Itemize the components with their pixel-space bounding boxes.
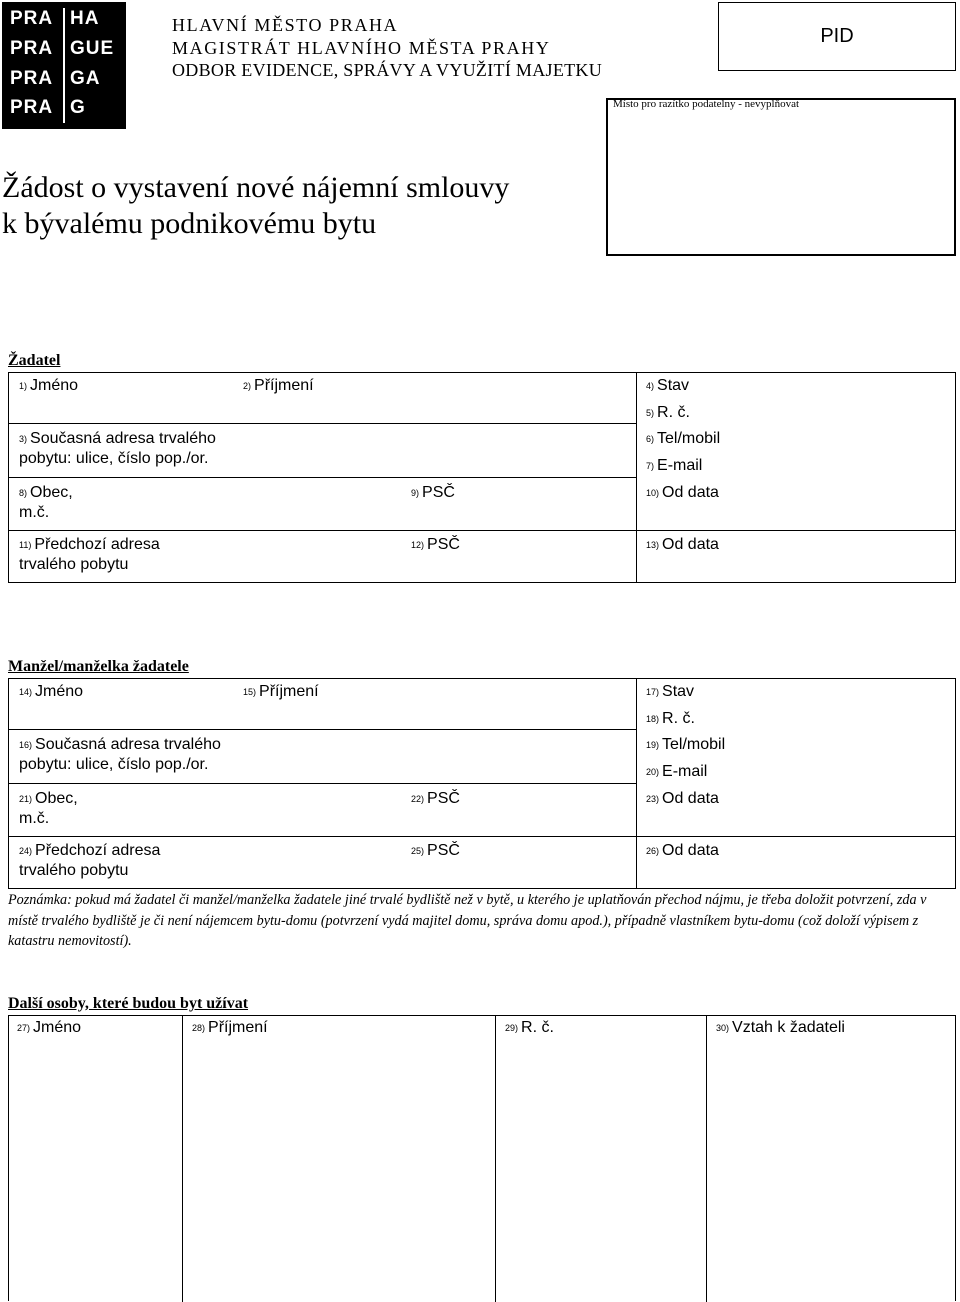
stamp-label: Místo pro razítko podatelny - nevyplňovat — [613, 98, 800, 110]
field-spouse-postcode[interactable]: 22) PSČ — [411, 790, 460, 807]
field-spouse-surname[interactable]: 15) Příjmení — [243, 683, 319, 700]
header-department: ODBOR EVIDENCE, SPRÁVY A VYUŽITÍ MAJETKU — [172, 60, 603, 80]
row-divider — [636, 530, 955, 531]
title-line-2: k bývalému podnikovému bytu — [2, 207, 377, 240]
row-divider — [9, 729, 636, 730]
field-previous-postcode[interactable]: 12) PSČ — [411, 536, 460, 553]
field-municipality-cont: m.č. — [19, 504, 50, 521]
column-divider — [636, 373, 637, 582]
logo-text: HA — [70, 8, 100, 29]
field-marital-status[interactable]: 4) Stav — [646, 377, 690, 394]
page-title — [2, 170, 509, 242]
field-surname[interactable]: 2) Příjmení — [243, 377, 314, 394]
field-spouse-marital-status[interactable]: 17) Stav — [646, 683, 695, 700]
row-divider — [9, 836, 636, 837]
logo-text: GA — [70, 68, 101, 89]
field-previous-address[interactable]: 11) Předchozí adresa — [19, 536, 160, 553]
spouse-section-title: Manžel/manželka žadatele — [8, 658, 189, 675]
column-divider — [182, 1016, 183, 1302]
field-first-name[interactable]: 1) Jméno — [19, 377, 79, 394]
field-current-address[interactable]: 3) Současná adresa trvalého — [19, 430, 216, 447]
field-current-address-cont: pobytu: ulice, číslo pop./or. — [19, 450, 209, 467]
logo-text: PRA — [10, 38, 54, 59]
field-spouse-previous-postcode[interactable]: 25) PSČ — [411, 842, 460, 859]
column-header-relationship: 30) Vztah k žadateli — [716, 1019, 845, 1036]
column-divider — [495, 1016, 496, 1302]
field-since-date[interactable]: 10) Od data — [646, 484, 719, 501]
field-spouse-previous-address[interactable]: 24) Předchozí adresa — [19, 842, 161, 859]
field-spouse-birth-number[interactable]: 18) R. č. — [646, 710, 695, 727]
field-spouse-municipality[interactable]: 21) Obec, — [19, 790, 78, 807]
field-previous-since-date[interactable]: 13) Od data — [646, 536, 719, 553]
field-spouse-previous-address-cont: trvalého pobytu — [19, 862, 129, 879]
row-divider — [9, 783, 636, 784]
logo-text: PRA — [10, 97, 54, 118]
logo-divider — [63, 8, 65, 123]
field-spouse-email[interactable]: 20) E-mail — [646, 763, 708, 780]
field-phone[interactable]: 6) Tel/mobil — [646, 430, 721, 447]
field-spouse-since-date[interactable]: 23) Od data — [646, 790, 719, 807]
prague-logo — [2, 2, 126, 129]
logo-text: PRA — [10, 8, 54, 29]
field-postcode[interactable]: 9) PSČ — [411, 484, 455, 501]
others-table — [8, 1015, 956, 1301]
row-divider — [9, 530, 636, 531]
field-birth-number[interactable]: 5) R. č. — [646, 404, 690, 421]
row-divider — [9, 477, 636, 478]
field-municipality[interactable]: 8) Obec, — [19, 484, 73, 501]
stamp-area — [606, 98, 956, 256]
header-office: MAGISTRÁT HLAVNÍHO MĚSTA PRAHY — [172, 38, 551, 58]
title-line-1: Žádost o vystavení nové nájemní smlouvy — [2, 171, 510, 204]
row-divider — [636, 836, 955, 837]
field-spouse-municipality-cont: m.č. — [19, 810, 50, 827]
applicant-form — [8, 372, 956, 583]
field-spouse-current-address[interactable]: 16) Současná adresa trvalého — [19, 736, 221, 753]
pid-box: PID — [718, 2, 956, 71]
column-divider — [706, 1016, 707, 1302]
field-spouse-first-name[interactable]: 14) Jméno — [19, 683, 84, 700]
logo-text: PRA — [10, 68, 54, 89]
column-divider — [636, 679, 637, 888]
column-header-birth-number: 29) R. č. — [505, 1019, 554, 1036]
column-header-surname: 28) Příjmení — [192, 1019, 268, 1036]
field-email[interactable]: 7) E-mail — [646, 457, 703, 474]
logo-text: GUE — [70, 38, 115, 59]
applicant-section-title: Žadatel — [8, 352, 61, 369]
logo-text: G — [70, 97, 86, 118]
column-header-first-name: 27) Jméno — [17, 1019, 82, 1036]
others-section-title: Další osoby, které budou byt užívat — [8, 995, 249, 1012]
field-spouse-previous-since-date[interactable]: 26) Od data — [646, 842, 719, 859]
note-text: Poznámka: pokud má žadatel či manžel/manželka žadatele jiné trvalé bydliště než v bytě, u kterého je uplatňován přechod nájmu, je třeba doložit potvrzení, zda v místě trvalého bydliště je či není nájemcem bytu-domu (potvrzení vydá majitel domu, správa domu apod.), případně vlastníkem bytu-domu (což doloží výpisem z katastru nemovitostí). — [8, 892, 927, 949]
spouse-form — [8, 678, 956, 889]
row-divider — [9, 423, 636, 424]
field-spouse-current-address-cont: pobytu: ulice, číslo pop./or. — [19, 756, 209, 773]
field-spouse-phone[interactable]: 19) Tel/mobil — [646, 736, 726, 753]
header-city: HLAVNÍ MĚSTO PRAHA — [172, 15, 399, 35]
field-previous-address-cont: trvalého pobytu — [19, 556, 129, 573]
